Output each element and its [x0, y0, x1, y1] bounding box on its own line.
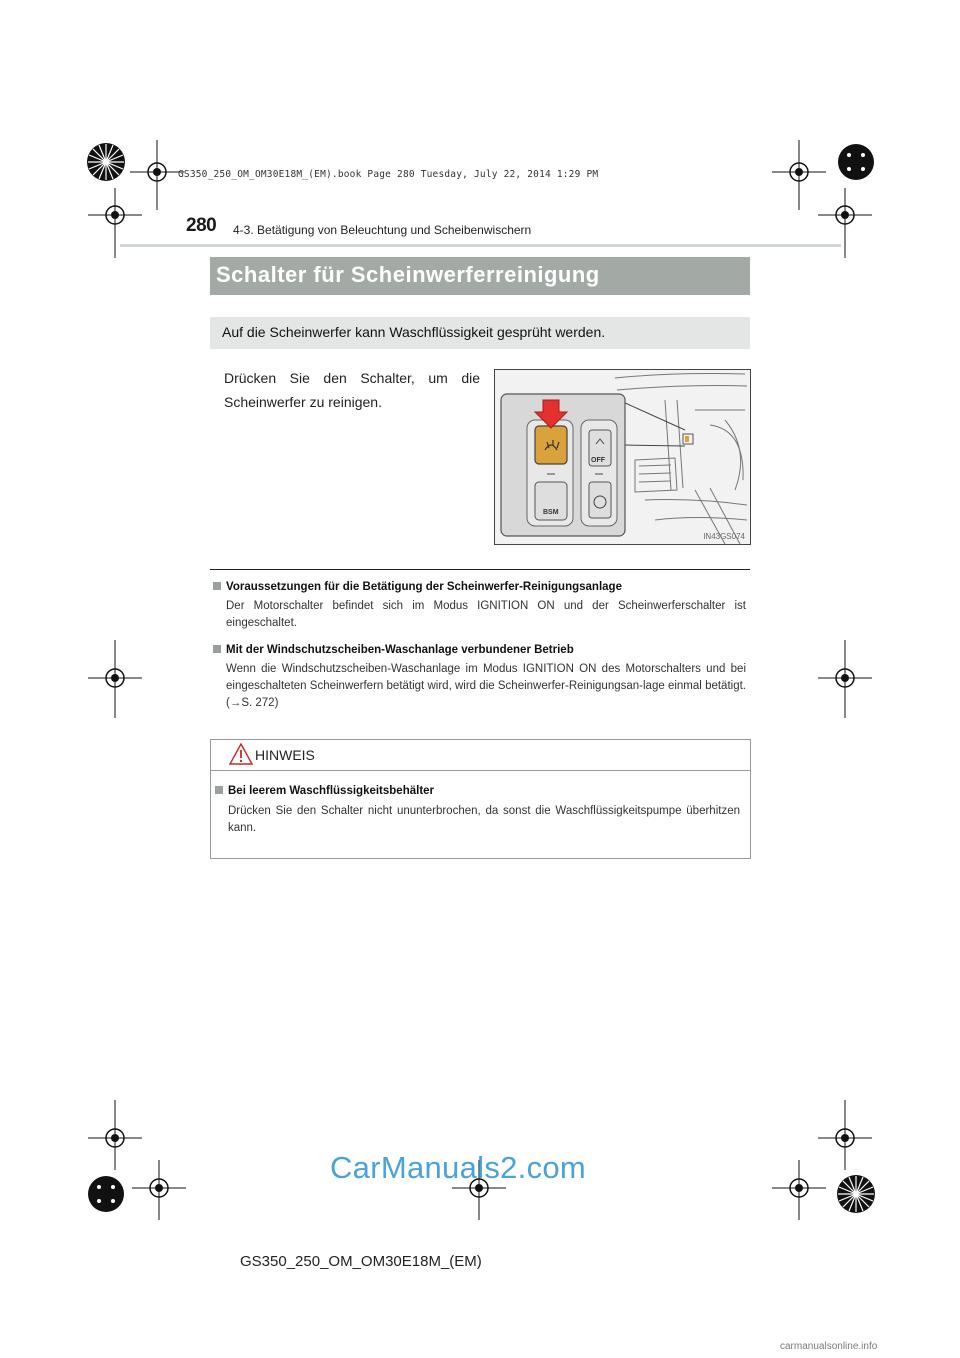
chapter-title: 4-3. Betätigung von Beleuchtung und Scheibenwischern [233, 223, 532, 237]
switch-illustration [494, 369, 751, 545]
site-watermark: carmanualsonline.info [780, 1341, 878, 1352]
crosshair-mark-mid-left [88, 640, 142, 718]
note-1-body: Der Motorschalter befindet sich im Modus IGNITION ON und der Scheinwerferschalter ist eingeschaltet. [226, 600, 746, 629]
note-2-heading-row [213, 644, 746, 656]
bullet-square-icon [215, 786, 223, 794]
warning-content [215, 785, 740, 837]
watermark-text: CarManuals2.com [330, 1150, 587, 1185]
warning-header [211, 740, 750, 771]
note-2 [213, 644, 746, 712]
note-1 [213, 581, 746, 632]
registration-mark-bottom-right-disc [832, 1170, 880, 1218]
note-2-body: Wenn die Windschutzscheiben-Waschanlage im Modus IGNITION ON des Motorschalters und bei eingeschalteten Scheinwerfern betätigt wird, wird die Scheinwerfer-Reinigungsan-lage einmal betätigt. (→S. 272) [226, 663, 746, 709]
note-1-heading: Voraussetzungen für die Betätigung der Scheinwerfer-Reinigungsanlage [226, 581, 622, 593]
crosshair-mark-bottom-right-2 [772, 1160, 826, 1220]
bullet-square-icon [213, 645, 221, 653]
section-title-bar [210, 257, 750, 295]
warning-heading-row [215, 785, 740, 797]
warning-body: Drücken Sie den Schalter nicht ununterbrochen, da sonst die Waschflüssigkeitspumpe überhitzen kann. [228, 805, 740, 834]
bsm-label: BSM [543, 509, 559, 516]
registration-mark-top-right-disc [832, 138, 880, 186]
instruction-text: Drücken Sie den Schalter, um die Scheinwerfer zu reinigen. [224, 370, 480, 410]
intro-bar [210, 317, 750, 349]
warning-title: HINWEIS [255, 747, 315, 763]
dashboard-illustration [495, 370, 750, 544]
note-2-heading: Mit der Windschutzscheiben-Waschanlage verbundener Betrieb [226, 644, 574, 656]
crosshair-mark-bottom-left-2 [132, 1160, 186, 1220]
intro-text: Auf die Scheinwerfer kann Waschflüssigkeit gesprüht werden. [222, 324, 606, 340]
registration-mark-bottom-left-disc [82, 1170, 130, 1218]
footer-code: GS350_250_OM_OM30E18M_(EM) [240, 1253, 482, 1270]
crosshair-mark-bottom-right-1 [818, 1100, 872, 1170]
warning-triangle-icon [229, 743, 253, 765]
print-info-line: GS350_250_OM_OM30E18M_(EM).book Page 280 Tuesday, July 22, 2014 1:29 PM [178, 169, 599, 180]
header-rule [120, 244, 841, 247]
page-number: 280 [186, 215, 217, 236]
section-title: Schalter für Scheinwerferreinigung [216, 262, 600, 287]
crosshair-mark-top-2 [88, 188, 142, 258]
figure-code: IN43GS074 [703, 532, 745, 541]
registration-mark-top-left-disc [82, 138, 130, 186]
crosshair-mark-top-right-2 [818, 188, 872, 258]
bullet-square-icon [213, 582, 221, 590]
warning-heading: Bei leerem Waschflüssigkeitsbehälter [228, 785, 435, 797]
warning-box [210, 739, 751, 859]
off-label: OFF [591, 457, 605, 464]
crosshair-mark-mid-right [818, 640, 872, 718]
note-1-heading-row [213, 581, 746, 593]
notes-separator [210, 569, 750, 570]
